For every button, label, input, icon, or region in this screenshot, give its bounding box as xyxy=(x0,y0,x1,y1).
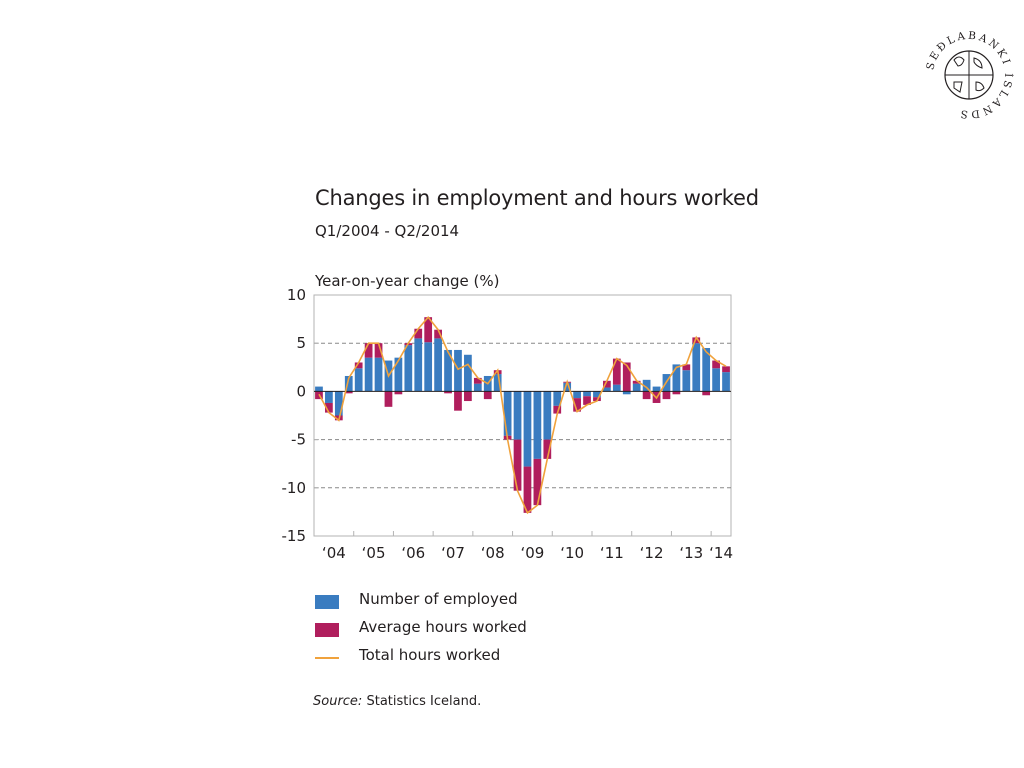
y-tick-label: 10 xyxy=(286,286,306,304)
bar-employed xyxy=(424,342,432,391)
bar-hours xyxy=(454,391,462,410)
bar-hours xyxy=(722,366,730,372)
bar-employed xyxy=(573,391,581,398)
bar-employed xyxy=(682,370,690,391)
source-note xyxy=(313,694,481,709)
x-tick-label: ‘11 xyxy=(599,544,624,562)
line-total-hours xyxy=(319,317,726,513)
bar-employed xyxy=(633,384,641,392)
bar-hours xyxy=(623,362,631,391)
legend-label-employed: Number of employed xyxy=(359,590,518,608)
bar-employed xyxy=(543,391,551,439)
source-text: Statistics Iceland. xyxy=(366,694,482,709)
bar-hours xyxy=(365,343,373,357)
bar-hours xyxy=(385,391,393,406)
legend-swatch-hours xyxy=(315,623,339,637)
x-tick-label: ‘14 xyxy=(709,544,734,562)
bar-employed xyxy=(434,338,442,391)
legend-label-total: Total hours worked xyxy=(359,646,501,664)
bar-employed xyxy=(613,385,621,392)
bank-seal-logo xyxy=(924,30,1014,120)
bar-employed xyxy=(692,343,700,391)
y-tick-label: -10 xyxy=(281,478,306,497)
bar-employed xyxy=(504,391,512,435)
bar-employed xyxy=(524,391,532,466)
bar-employed xyxy=(653,387,661,392)
plot-frame xyxy=(314,295,731,536)
seal-text: SEÐLABANKI ÍSLANDS xyxy=(924,30,1014,120)
x-tick-label: ‘09 xyxy=(520,544,545,562)
bar-employed xyxy=(722,372,730,391)
legend-swatch-total xyxy=(315,657,339,659)
bar-employed xyxy=(474,384,482,392)
bar-hours xyxy=(663,391,671,399)
legend-swatch-employed xyxy=(315,595,339,609)
bar-employed xyxy=(464,355,472,392)
y-axis-label: Year-on-year change (%) xyxy=(315,272,500,290)
bar-employed xyxy=(712,368,720,391)
bar-hours xyxy=(643,391,651,399)
x-tick-label: ‘10 xyxy=(560,544,585,562)
bar-employed xyxy=(325,391,333,403)
y-tick-label: -5 xyxy=(291,430,306,449)
y-tick-label: 0 xyxy=(296,382,306,401)
x-tick-label: ‘06 xyxy=(401,544,426,562)
y-tick-label: -15 xyxy=(281,527,306,545)
bar-employed xyxy=(365,358,373,392)
bar-hours xyxy=(702,391,710,395)
bar-hours xyxy=(464,391,472,401)
bar-employed xyxy=(534,391,542,458)
bar-employed xyxy=(514,391,522,439)
bar-employed xyxy=(404,345,412,391)
x-tick-label: ‘12 xyxy=(639,544,664,562)
bar-employed xyxy=(454,350,462,391)
y-tick-label: 5 xyxy=(296,334,306,353)
x-tick-label: ‘05 xyxy=(361,544,386,562)
chart-subtitle: Q1/2004 - Q2/2014 xyxy=(315,222,460,240)
bar-hours xyxy=(484,391,492,399)
bar-employed xyxy=(414,338,422,391)
x-tick-label: ‘13 xyxy=(679,544,704,562)
chart-title: Changes in employment and hours worked xyxy=(315,186,759,210)
legend-label-hours: Average hours worked xyxy=(359,618,527,636)
source-label: Source: xyxy=(313,694,363,709)
bar-hours xyxy=(514,440,522,491)
bar-hours xyxy=(534,459,542,505)
x-tick-label: ‘07 xyxy=(441,544,465,562)
bar-employed xyxy=(315,387,323,392)
bar-employed xyxy=(355,368,363,391)
bar-employed xyxy=(395,358,403,392)
bar-hours xyxy=(613,359,621,385)
bar-employed xyxy=(583,391,591,396)
x-tick-label: ‘08 xyxy=(480,544,505,562)
x-tick-label: ‘04 xyxy=(321,544,346,562)
bar-employed xyxy=(375,358,383,392)
